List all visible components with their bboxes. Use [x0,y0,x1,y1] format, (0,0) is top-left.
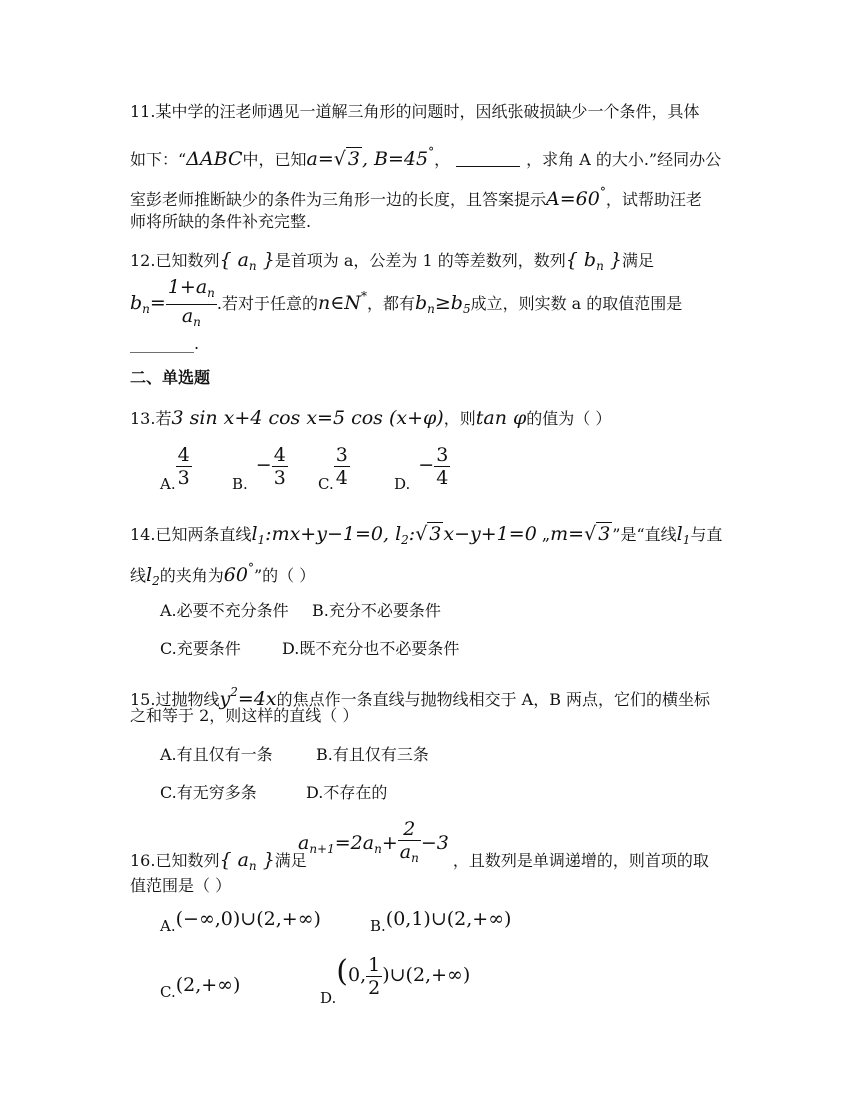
q13-option-den: 3 [273,467,286,489]
q11-text: 室彭老师推断缺少的条件为三角形一边的长度，且答案提示 [130,190,547,209]
q14-m-eq [550,522,612,545]
q14-l1b-sub: 1 [682,533,691,547]
q13-option-den: 4 [436,467,449,489]
q12-equals: = [149,292,166,314]
q16-line2: 值范围是（ ） [130,876,232,895]
q14-l2-sub: 2 [401,533,409,547]
q16-option-value: (−∞,0)∪(2,+∞) [175,908,321,930]
q16-seq [219,849,274,871]
q14-line2 [130,556,315,593]
q14-text: 14.已知两条直线 [130,525,252,544]
q16-option-fraction [366,954,382,999]
q16-option-b[interactable] [370,908,511,935]
q12-text: .若对于任意的 [216,294,318,313]
q14-option-b[interactable]: B.充分不必要条件 [312,601,441,620]
q14-l2b [146,564,160,586]
q14-text: ”是“直线 [612,525,677,544]
q16-option-c[interactable] [160,974,240,1001]
q14-l2-eq: x−y+1=0 [443,523,537,545]
q16-option-zero: 0, [347,964,367,986]
q12-ineq-b: b [414,292,428,314]
q12-formula-line [130,272,682,333]
q16-rec-a-sub: n+1 [309,841,335,856]
q16-seq-text: { a [219,849,249,871]
q13-option-fraction [334,444,350,489]
q11-answer-blank[interactable] [456,150,520,167]
q13-option-d[interactable] [394,444,450,493]
q11-cond-a: a= [306,148,334,170]
q16-option-value: (2,+∞) [175,974,241,996]
q14-l1b [677,523,691,545]
q14-l2b-text: l [146,564,153,586]
q16-rec-plus: + [381,831,398,854]
q13-option-sign: − [255,454,272,476]
q16-option-a[interactable] [160,908,321,935]
q12-text: ，都有 [366,294,415,313]
q16-seq-sub: n [248,859,257,873]
section-heading: 二、单选题 [130,368,211,387]
q14-text: 线 [130,566,147,585]
q11-line1: 11.某中学的汪老师遇见一道解三角形的问题时，因纸张破损缺少一个条件，具体 [130,102,700,121]
q15-option-a[interactable]: A.有且仅有一条 [160,745,273,764]
q13-text: 的值为（ ） [526,409,612,428]
q14-quote: „ [536,525,551,544]
q12-text: 是首项为 a，公差为 1 的等差数列，数列 [274,251,566,270]
q12-fraction-num [166,276,217,304]
q13-stem [130,406,611,431]
q13-option-num: 4 [177,444,190,466]
q11-text: ，试帮助汪老 [605,190,702,209]
q14-text: 与直 [690,525,723,544]
q14-line-l1 [251,523,536,545]
q14-line1 [130,522,722,552]
q16-text: 16.已知数列 [130,851,220,870]
q16-rec-den-sub: n [411,851,419,865]
q16-option-rest: )∪(2,+∞) [382,964,471,986]
q14-l1: l [251,523,258,545]
q11-condition [306,145,435,170]
q11-degree: ° [599,185,606,199]
q14-l1-eq: :mx+y−1=0, [265,523,396,545]
q16-rec-eq-sub: n [374,841,382,856]
q13-option-label: A. [160,475,176,493]
q11-line3 [130,180,702,212]
q11-text: ，求角 A 的大小.”经同办公 [526,150,722,169]
q16-option-label: C. [160,983,176,1001]
q13-option-label: C. [318,475,334,493]
q15-option-b[interactable]: B.有且仅有三条 [316,745,429,764]
q16-seq-close: } [256,849,275,871]
q14-text: 的夹角为 [159,566,224,585]
q12-fraction [166,276,217,333]
q12-seq-a [219,249,274,271]
q11-sqrt: √ 3 [333,148,360,170]
q14-l2-colon: : [408,523,416,545]
q16-option-value: (0,1)∪(2,+∞) [385,908,512,930]
q11-line2 [130,140,721,172]
q15-text: 的焦点作一条直线与抛物线相交于 A，B 两点，它们的横坐标 [276,690,711,709]
q13-option-label: B. [232,475,248,493]
q11-triangle: ΔABC [186,148,243,170]
q15-option-d[interactable]: D.不存在的 [306,783,388,802]
q12-seq-a-close: } [256,249,275,271]
q13-text: ，则 [443,409,476,428]
q13-option-fraction [434,444,450,489]
q13-option-a[interactable] [160,444,192,493]
q13-option-num: 3 [335,444,348,466]
q12-ineq-sub: n [427,302,435,316]
q16-text: ，且数列是单调递增的，则首项的取 [452,851,709,870]
q13-option-label: D. [394,475,411,493]
q12-seq-b [566,249,622,271]
q11-line4: 师将所缺的条件补充完整. [130,212,312,231]
q14-l2: l [395,523,402,545]
q12-text: 成立，则实数 a 的取值范围是 [470,294,683,313]
q16-option-label: D. [320,989,337,1007]
q12-seq-a-sub: n [248,259,257,273]
q12-seq-a-text: { a [219,249,249,271]
q16-option-num: 1 [368,954,381,976]
q11-text: ， [434,150,451,169]
q11-answer-hint: A=60 [546,188,600,210]
q12-num-text: 1+a [167,276,208,298]
q16-rec-a: a [298,831,310,854]
q15-y-sup: 2 [230,685,238,699]
q16-rec-minus: −3 [420,831,449,854]
q15-y: y [219,688,231,710]
q16-option-label: A. [160,917,176,935]
q12-nN-text: n∈N [318,292,361,314]
q13-option-den: 4 [335,467,348,489]
q12-ineq-mid: ≥b [434,292,463,314]
q16-option-den: 2 [368,977,381,999]
q12-num-sub: n [207,286,215,300]
q16-option-label: B. [370,917,386,935]
q14-option-d[interactable]: D.既不充分也不必要条件 [282,639,460,658]
q11-degree: ° [428,145,435,159]
q13-option-fraction [176,444,192,489]
q12-seq-b-close: } [603,249,622,271]
q13-option-den: 3 [177,467,190,489]
q12-text: 12.已知数列 [130,251,220,270]
q14-l1b-text: l [676,523,683,545]
q14-m-eq-text: m= [550,523,585,545]
q14-l2b-sub: 2 [152,574,160,588]
q13-text: 13.若 [130,409,172,428]
q14-sqrt: √ 3 [415,523,442,545]
q11-text: 中，已知 [242,150,307,169]
q12-nN-sup: * [360,289,367,303]
q12-text: 满足 [621,251,654,270]
q13-option-b[interactable] [232,444,288,493]
q16-rec-eq: =2a [334,831,375,854]
q11-sqrt-radicand: 3 [347,148,360,170]
q13-option-num: 4 [273,444,286,466]
q12-answer-blank[interactable]: ________. [130,334,200,353]
q12-fraction-den [166,304,217,333]
q12-ineq-sub2: 5 [462,302,471,316]
q12-den-text: a [181,305,194,327]
q12-seq-b-text: { b [565,249,597,271]
q12-nN [318,289,367,314]
q13-option-c[interactable] [318,444,350,493]
q16-rec-num: 2 [403,818,416,840]
q12-inequality [415,292,471,314]
q13-option-num: 3 [436,444,449,466]
q15-line2: 之和等于 2，则这样的直线（ ） [130,706,359,725]
q12-bn-text: b [130,292,143,314]
q12-den-sub: n [193,315,201,329]
q14-degree: ° [247,561,254,575]
q14-option-c[interactable]: C.充要条件 [160,639,241,658]
q12-bn-sub: n [142,302,150,316]
q16-option-paren: ( [336,954,348,989]
q14-l1-sub: 1 [257,533,266,547]
q14-sqrt-radicand: 3 [598,523,611,545]
q14-angle: 60 [223,564,248,586]
q11-cond-b: , B=45 [361,148,429,170]
q14-option-a[interactable]: A.必要不充分条件 [160,601,289,620]
q16-option-d[interactable] [320,954,470,1007]
q15-option-c[interactable]: C.有无穷多条 [160,783,257,802]
q12-bn [130,292,150,314]
q14-text: ”的（ ） [253,566,316,585]
q14-sqrt-radicand: 3 [429,523,442,545]
q14-sqrt: √ 3 [584,523,611,545]
q13-tan: tan φ [475,407,527,429]
q16-rec-den-text: a [399,841,412,863]
q11-text: 如下：“ [130,150,187,169]
q13-expression: 3 sin x+4 cos x=5 cos (x+φ) [171,407,444,429]
q13-option-sign: − [418,454,435,476]
q12-seq-b-sub: n [596,259,604,273]
q15-text: 15.过抛物线 [130,690,220,709]
q15-eq: =4x [237,688,277,710]
q16-text: 满足 [274,851,307,870]
q13-option-fraction [272,444,288,489]
